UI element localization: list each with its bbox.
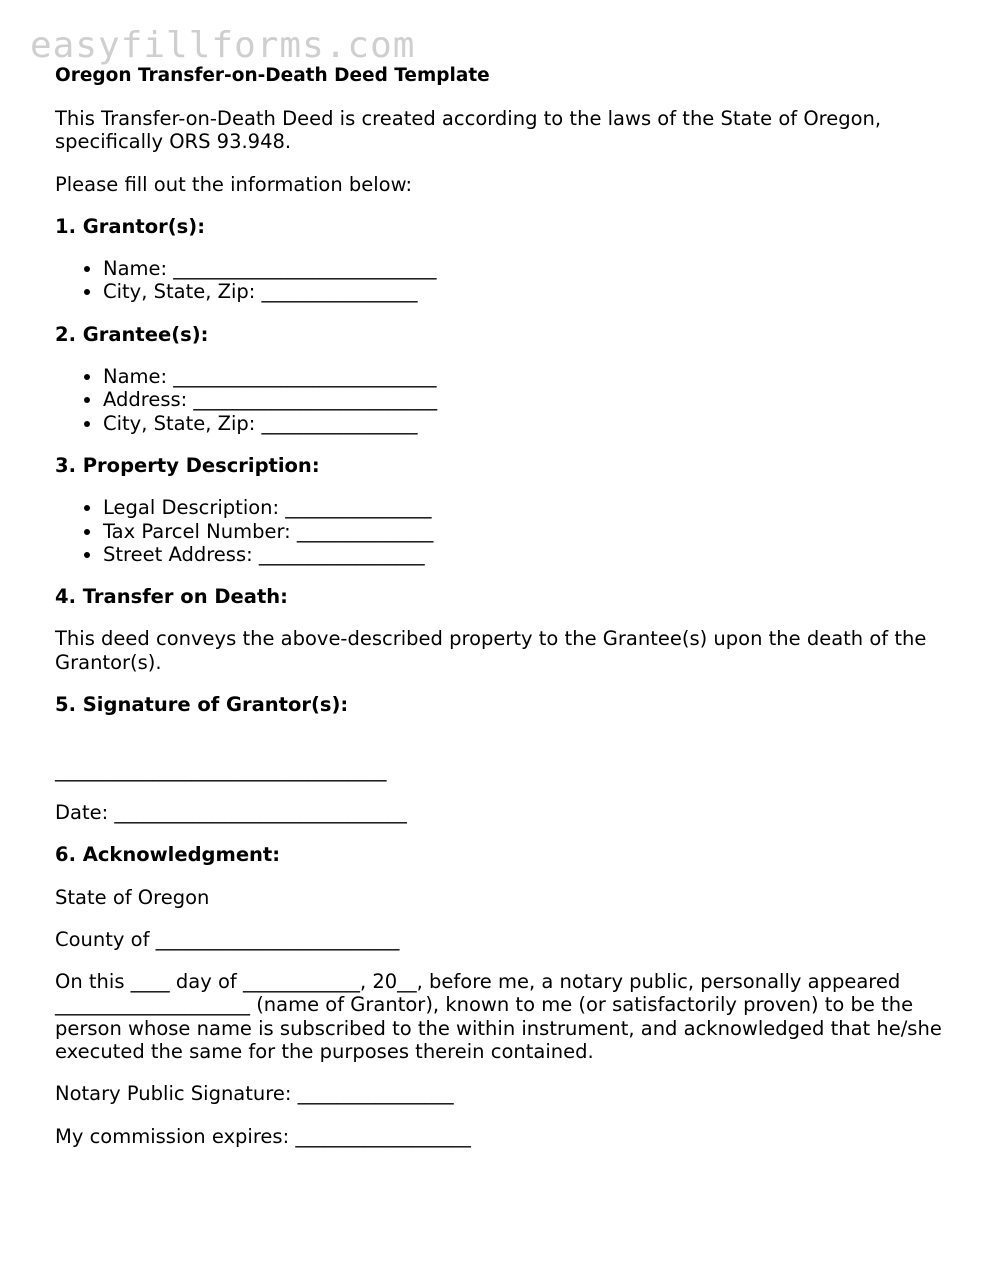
document-body [55,64,955,1167]
grantor-city-state-zip-field[interactable]: • City, State, Zip: ________________ [103,280,955,303]
grantor-list [55,257,955,304]
signature-date-field[interactable]: Date: ______________________________ [55,800,407,824]
commission-expires-field[interactable]: My commission expires: __________________ [55,1124,471,1148]
transfer-text: This deed conveys the above-described property to the Grantee(s) upon the death of the Grantor(s). [55,627,927,674]
property-list [55,496,955,566]
grantor-signature-line[interactable]: __________________________________ [55,758,387,782]
intro-paragraph: This Transfer-on-Death Deed is created according to the laws of the State of Oregon, specifically ORS 93.948. [55,107,882,154]
grantor-name-field[interactable]: • Name: ___________________________ [103,257,955,280]
county-field[interactable]: County of _________________________ [55,927,400,951]
street-address-field[interactable]: • Street Address: _________________ [103,543,955,566]
state-text: State of Oregon [55,885,210,909]
grantee-list [55,365,955,435]
property-heading: 3. Property Description: [55,453,320,477]
grantee-heading: 2. Grantee(s): [55,322,209,346]
signature-heading: 5. Signature of Grantor(s): [55,693,349,717]
instruction-text: Please fill out the information below: [55,172,413,196]
acknowledgment-statement[interactable]: On this ____ day of ____________, 20__, before me, a notary public, personally appeared ____________________ (name of Grantor), known to me (or satisfactorily proven) to be the person whose name is subscribed to the within instrument, and acknowledged that he/she executed the same for the purposes therein contained. [55,970,942,1064]
grantee-name-field[interactable]: • Name: ___________________________ [103,365,955,388]
notary-signature-field[interactable]: Notary Public Signature: ________________ [55,1082,454,1106]
tax-parcel-number-field[interactable]: • Tax Parcel Number: ______________ [103,520,955,543]
legal-description-field[interactable]: • Legal Description: _______________ [103,496,955,519]
page-title: Oregon Transfer-on-Death Deed Template [55,65,490,86]
transfer-heading: 4. Transfer on Death: [55,585,288,609]
grantee-city-state-zip-field[interactable]: • City, State, Zip: ________________ [103,412,955,435]
grantee-address-field[interactable]: • Address: _________________________ [103,388,955,411]
grantor-heading: 1. Grantor(s): [55,214,205,238]
watermark: easyfillforms.com [30,25,416,66]
acknowledgment-heading: 6. Acknowledgment: [55,843,281,867]
